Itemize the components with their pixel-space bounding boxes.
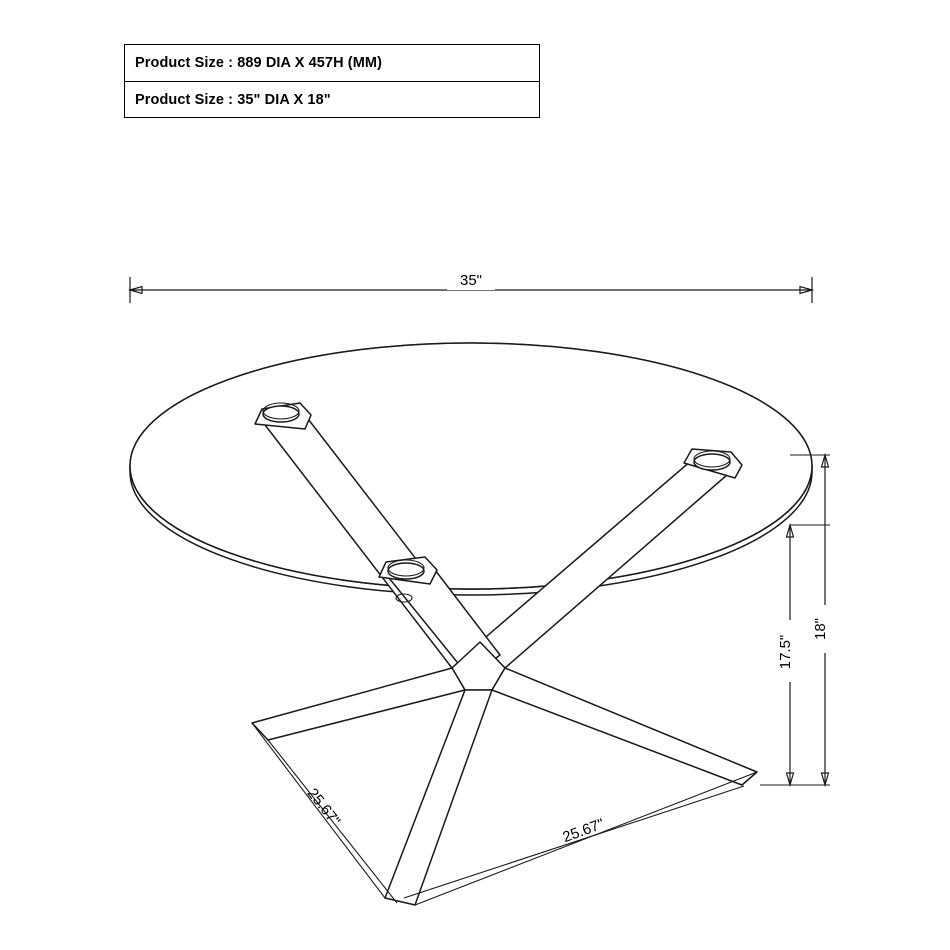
product-size-metric: Product Size : 889 DIA X 457H (MM)	[135, 55, 382, 71]
dimension-label-leg-span-right: 25.67"	[560, 815, 607, 847]
product-size-imperial: Product Size : 35" DIA X 18"	[135, 91, 331, 108]
dimension-top-width	[130, 270, 812, 303]
dimension-label-leg-height: 17.5"	[777, 634, 794, 670]
dimension-label-top-width: 35"	[459, 272, 483, 289]
dimension-label-overall-height: 18"	[812, 617, 829, 641]
dimension-label-leg-span-left: 25.67"	[303, 785, 344, 830]
